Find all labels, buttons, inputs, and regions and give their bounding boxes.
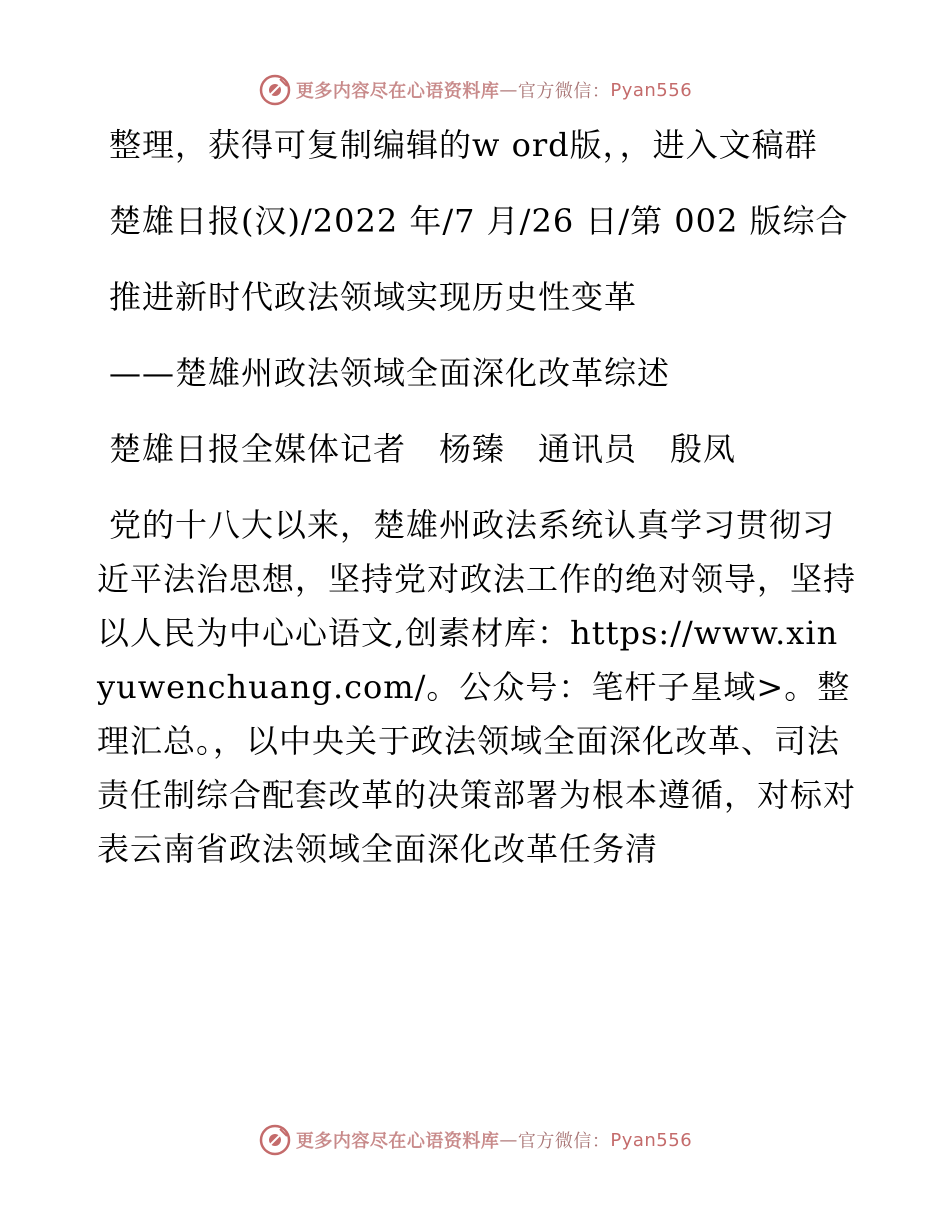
brand-logo-icon — [258, 1123, 292, 1157]
banner-separator: — — [499, 79, 518, 101]
brand-logo-icon — [258, 73, 292, 107]
banner-wechat-label: 官方微信： — [517, 1131, 611, 1152]
banner-wechat-label: 官方微信： — [517, 81, 611, 102]
banner-main-text: 更多内容尽在心语资料库 — [295, 1131, 500, 1152]
banner-wechat-id: Pyan556 — [610, 1129, 693, 1151]
article-subtitle: ——楚雄州政法领域全面深化改革综述 — [109, 354, 671, 392]
footer-banner — [0, 1120, 950, 1160]
source-line: 楚雄日报(汉)/2022 年/7 月/26 日/第 002 版综合 — [109, 202, 849, 240]
header-banner — [0, 70, 950, 110]
banner-main-text: 更多内容尽在心语资料库 — [295, 81, 500, 102]
document-body — [97, 118, 857, 876]
article-body-paragraph: 党的十八大以来，楚雄州政法系统认真学习贯彻习近平法治思想，坚持党对政法工作的绝对领导，坚持以人民为中心心语文,创素材库：https://www.xinyuwenchuang.com/。公众号：笔杆子星域>。整理汇总。，以中央关于政法领域全面深化改革、司法责任制综合配套改革的决策部署为根本遵循，对标对表云南省政法领域全面深化改革任务清 — [97, 506, 857, 868]
intro-line: 整理，获得可复制编辑的w ord版，，进入文稿群 — [109, 126, 818, 164]
article-title: 推进新时代政法领域实现历史性变革 — [109, 278, 638, 316]
article-byline: 楚雄日报全媒体记者 杨臻 通讯员 殷凤 — [109, 430, 737, 468]
banner-wechat-id: Pyan556 — [610, 79, 693, 101]
banner-separator: — — [499, 1129, 518, 1151]
